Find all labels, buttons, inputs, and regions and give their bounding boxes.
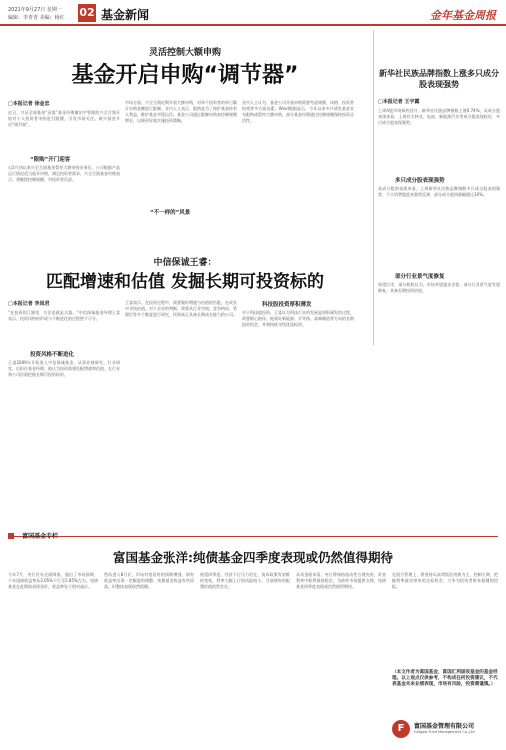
side-story-col1: 上周A股市场探底回升，新华社民族品牌指数上涨0.74%，从成分股表现来看，上周有关林业、电池、新能源汽车等成分股表现较好，多只成分股表现强势。 — [378, 108, 500, 125]
bottom-disclaimer: （本文作者为富国基金，富国汇利固收基金的基金经理。以上观点仅供参考，不构成任何投资建议，不代表基金未来业绩表现，市场有风险，投资需谨慎。） — [392, 670, 498, 687]
top-story-col1b: 自2月初以来兴全合润基金暂停大额申购业务后，公司根据产品运行情况适当放开申购，满足投资者需求。兴全合润基金经理表示，将继续控制规模，对投资者负责。 — [8, 165, 120, 182]
logo-en: Fullgoal Fund Management Co.,Ltd — [414, 730, 475, 734]
top-story-col1: 近日，兴证全球基金“因需”基金经理谢治宇管理的兴全合润开始对个人投资者申购进行限额，引发市场关注。新兴基金开启“调节器”。 — [8, 110, 120, 127]
top-story-title: 基金开启申购“调节器” — [71, 63, 299, 88]
top-story-byline: □本报记者 徐金忠 — [8, 101, 50, 107]
logo-mark-icon: F — [392, 720, 410, 738]
middle-story-subhead-2: 科技股投资厚积薄发 — [262, 302, 312, 308]
issue-date: 2021年9月27日 星期一 — [8, 7, 62, 13]
middle-story-byline: □本报记者 李岚君 — [8, 301, 50, 307]
logo-cn: 富国基金管理有限公司 — [414, 723, 475, 730]
top-story-subhead-2: “不一样的”风景 — [150, 210, 191, 216]
page-number: 02 — [78, 4, 96, 22]
bottom-tag-label: 富国基金专栏 — [22, 533, 59, 540]
bottom-col1: 今年7月，央行宣布全面降准，超出了市场预期，十年国债收益率从3.05%下行至2.85%左右。纯债基金在此期间表现良好，收益率处于相对高位。 — [8, 572, 98, 589]
bottom-col4: 从资金面来看，央行将保持流动性合理充裕，资金利率中枢将保持稳定，为债券市场提供支撑，纯债基金四季度表现或仍然值得期待。 — [296, 572, 386, 589]
middle-story-subhead-1: 投资风格不断进化 — [30, 352, 75, 358]
middle-story-kicker: 中信保诚王睿： — [153, 258, 217, 268]
bottom-tag — [8, 525, 498, 540]
section-title: 基金新闻 — [101, 8, 150, 22]
editor-credit: 编辑：李青青 美编：杨红 — [8, 15, 65, 21]
middle-story-col2: 王睿表示，在投资过程中，需要做好增速与估值的匹配，在成长中寻找价值。对于企业的判断，需要从行业空间、竞争格局、管理层等多个维度进行研究，找到真正具备长期成长能力的公司。 — [125, 300, 237, 317]
middle-story-col3: 对于科技股投资，王睿认为科技行业的发展是厚积薄发的过程，需要耐心陪伴。他看好新能源、半导体、高端制造等方向的长期投资机会，并将持续寻找优质标的。 — [242, 310, 354, 327]
fullgoal-logo — [392, 718, 502, 744]
header-rule — [0, 24, 506, 26]
top-story-subhead-1: “限购”开门迎客 — [30, 157, 71, 163]
bottom-col3: 展望四季度，经济下行压力仍在，货币政策有望维持宽松，利率大幅上行的风险较小。当前债券的配置价值依然存在。 — [200, 572, 290, 589]
middle-story-col1: “在投资的江湖里，方法论就是兵器。”中信保诚基金经理王睿表示，投资风格的形成与不断进化的过程密不可分。 — [8, 310, 120, 321]
bottom-title: 富国基金张洋:纯债基金四季度表现或仍然值得期待 — [113, 550, 393, 565]
side-story-col3: 展望后市，部分机构认为，市场有望逐步企稳，部分行业景气度有望修复，具备长期投资价值。 — [378, 282, 500, 293]
middle-story-title: 匹配增速和估值 发掘长期可投资标的 — [46, 272, 324, 292]
header-bar — [0, 0, 506, 30]
side-story-col2: 从成分股的表现来看，上周新华社民族品牌指数多只成分股表现强势，不少消费股迎来强势反弹，部分成分股周涨幅超过10%。 — [378, 186, 500, 197]
bottom-col2: 然而进入8月后，市场对宽信用的预期增强，债券收益率出现一定幅度的调整，纯债基金收益有所回落，但整体表现依然稳健。 — [104, 572, 194, 589]
side-story-title: 新华社民族品牌指数上涨多只成分股表现强势 — [379, 69, 499, 89]
top-story-col3: 业内人士认为，基金公司开放申购需要考虑规模、风格、投资者结构等多方面因素。Wind数据显示，今年以来多只绩优基金宣布限购或暂停大额申购，部分基金经理通过控制规模保持投资灵活性。 — [242, 100, 354, 123]
bottom-col5: 在组合管理上，将坚持以高等级信用债为主，控制久期，把握利率波动带来的交易机会，力争为投资者带来稳健的回报。 — [392, 572, 498, 589]
side-story-byline: □本报记者 王宇露 — [378, 99, 420, 105]
top-story-subtitle: 灵活控制大额申购 — [148, 48, 221, 58]
side-story-subhead-2: 部分行业景气度修复 — [395, 274, 445, 280]
nameplate: 金年基金周报 — [430, 9, 496, 22]
side-story-subhead-1: 多只成分股表现强势 — [395, 178, 445, 184]
column-divider — [373, 30, 374, 345]
middle-story-col1b: 王睿2009年开始进入中信保诚基金，从事宏观研究、行业研究，后担任基金经理。他认为投资需要匹配增速和估值，在行业和公司层面挖掘长期可投资标的。 — [8, 360, 120, 377]
top-story-col2: 市场方面，兴全合润近期开放大额申购，对单个投资者的单日累计申购金额进行限制。业内人士表示，限购是为了保护基金持有人利益，维护基金平稳运作。基金公司通过限制申购来控制规模增长，以便更好地实施投资策略。 — [125, 100, 237, 123]
bottom-tag-marker — [8, 533, 14, 539]
